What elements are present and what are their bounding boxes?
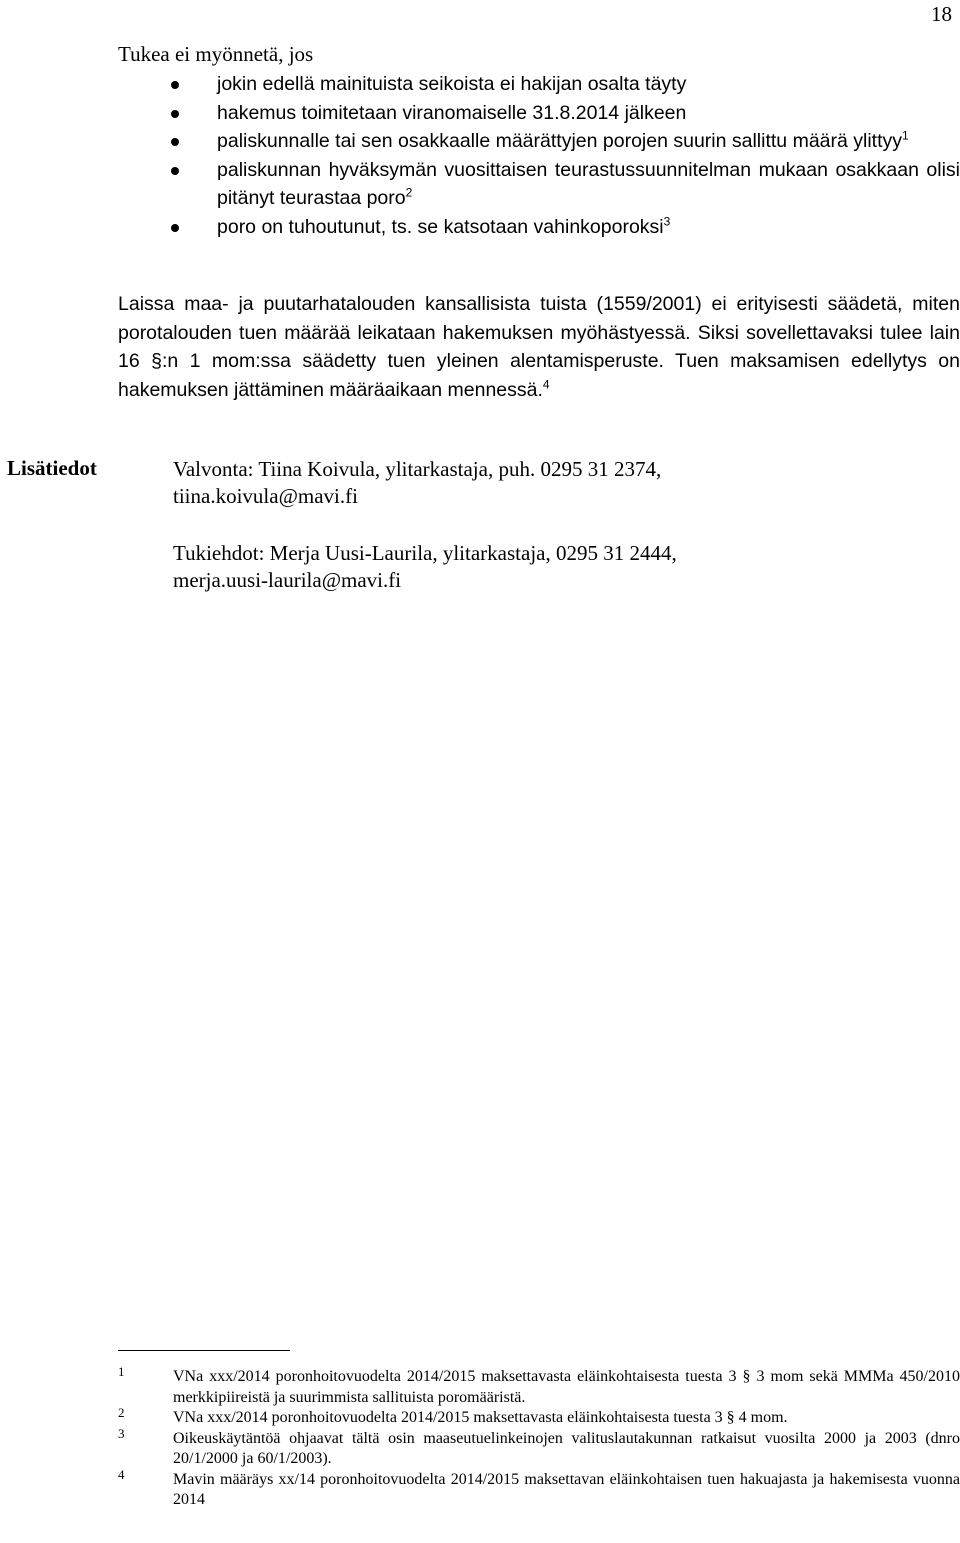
contact-email[interactable]: tiina.koivula@mavi.fi <box>173 484 358 508</box>
list-item-text: paliskunnalle tai sen osakkaalle määrättyjen porojen suurin sallittu määrä ylittyy <box>217 130 903 152</box>
body-paragraph <box>118 290 960 404</box>
bullet-icon <box>171 138 179 146</box>
intro-text: Tukea ei myönnetä, jos <box>118 42 314 66</box>
footnote <box>118 1364 960 1408</box>
footnote-ref[interactable]: 2 <box>405 185 413 200</box>
footnote-text: Mavin määräys xx/14 poronhoitovuodelta 2014/2015 maksettavan eläinkohtaisen tuen hakuajasta ja hakemisesta vuonna 2014 <box>173 1470 960 1508</box>
conditions-list <box>118 70 960 241</box>
list-item <box>118 127 960 156</box>
list-item-text: hakemus toimitetaan viranomaiselle 31.8.2014 jälkeen <box>217 101 687 124</box>
bullet-icon <box>171 81 179 89</box>
footnote-number: 4 <box>118 1466 125 1482</box>
footnote-number: 2 <box>118 1405 125 1420</box>
bullet-icon <box>171 167 179 175</box>
footnote-text: Oikeuskäytäntöä ohjaavat tältä osin maaseutuelinkeinojen valituslautakunnan ratkaisut vuosilta 2000 ja 2003 (dnro 20/1/2000 ja 60/1/2003). <box>173 1429 960 1467</box>
footnote-text: VNa xxx/2014 poronhoitovuodelta 2014/2015 maksettavasta eläinkohtaisesta tuesta 3 § 4 mom. <box>173 1409 788 1426</box>
footnote <box>118 1425 960 1470</box>
footnote-text: VNa xxx/2014 poronhoitovuodelta 2014/2015 maksettavasta eläinkohtaisesta tuesta 3 § 3 mom sekä MMMa 450/2010 merkkipiireistä ja suurimmista sallituista poromääristä. <box>173 1368 960 1406</box>
bullet-icon <box>171 110 179 118</box>
footnote-ref[interactable]: 4 <box>542 377 550 391</box>
list-item <box>118 213 960 242</box>
list-item-text: jokin edellä mainituista seikoista ei hakijan osalta täyty <box>217 73 687 95</box>
list-item <box>118 99 960 128</box>
contact-valvonta <box>173 456 873 510</box>
list-item <box>118 156 960 213</box>
contact-tukiehdot <box>173 540 873 594</box>
list-item-text: poro on tuhoutunut, ts. se katsotaan vahinkoporoksi <box>217 215 664 238</box>
contact-line: Tukiehdot: Merja Uusi-Laurila, ylitarkastaja, 0295 31 2444, <box>173 541 677 565</box>
footnote-number: 1 <box>118 1364 125 1379</box>
list-item <box>118 70 960 99</box>
footnote-divider <box>118 1350 290 1351</box>
page-number: 18 <box>931 2 952 26</box>
footnote <box>118 1466 960 1511</box>
footnotes <box>118 1362 960 1511</box>
bullet-icon <box>171 224 179 232</box>
info-heading: Lisätiedot <box>7 456 97 480</box>
contact-email[interactable]: merja.uusi-laurila@mavi.fi <box>173 568 402 592</box>
footnote <box>118 1405 960 1429</box>
paragraph-text: Laissa maa- ja puutarhatalouden kansallisista tuista (1559/2001) ei erityisesti säädetä, miten porotalouden tuen määrää leikataan hakemuksen myöhästyessä. Siksi sovellettavaksi tulee lain 16 §:n 1 mom:ssa säädetty tuen yleinen alentamisperuste. Tuen maksamisen edellytys on hakemuksen jättäminen määräaikaan mennessä. <box>118 293 960 401</box>
footnote-ref[interactable]: 1 <box>902 128 909 143</box>
footnote-number: 3 <box>118 1425 125 1441</box>
list-item-text: paliskunnan hyväksymän vuosittaisen teurastussuunnitelman mukaan osakkaan olisi pitänyt teurastaa poro <box>217 158 960 209</box>
contact-line: Valvonta: Tiina Koivula, ylitarkastaja, puh. 0295 31 2374, <box>173 457 662 481</box>
footnote-ref[interactable]: 3 <box>663 214 671 228</box>
